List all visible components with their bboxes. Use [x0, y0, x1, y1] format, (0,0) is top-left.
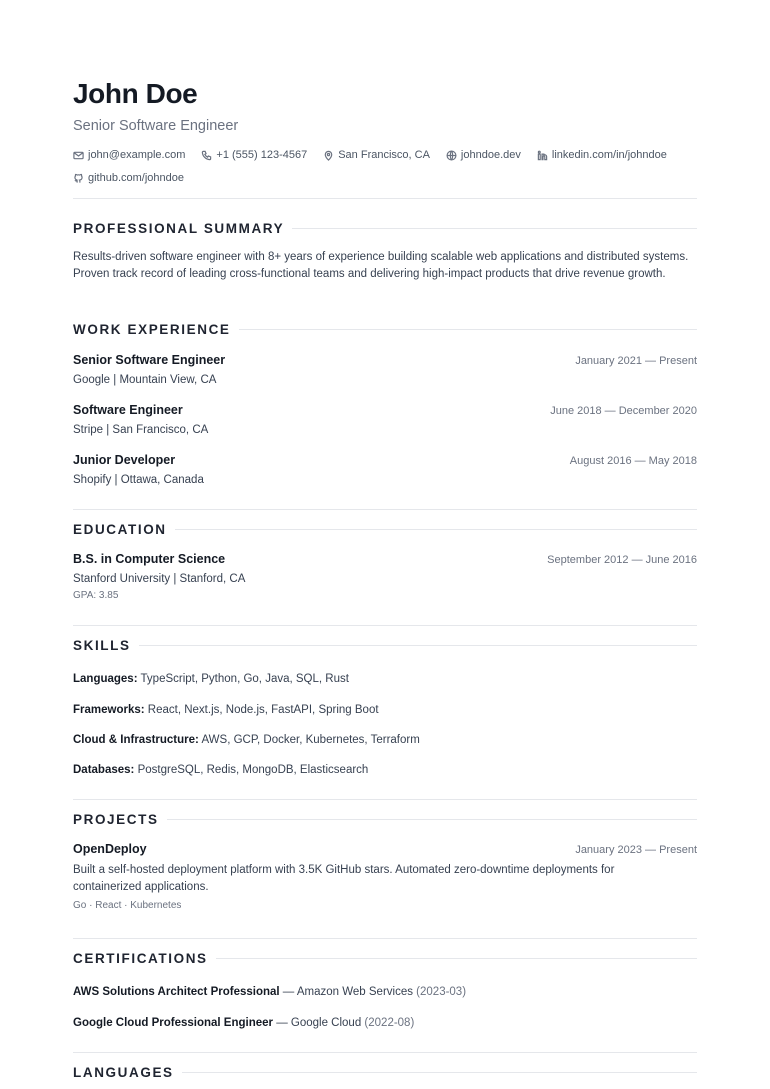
summary-text: Results-driven software engineer with 8+ years of experience building scalable web applications and distributed systems. Proven track record of leading cross-functional teams and delivering high-impact products that drive revenue growth. — [73, 251, 689, 280]
candidate-name: John Doe — [73, 78, 198, 109]
certification-name: AWS Solutions Architect Professional — [73, 986, 280, 998]
skill-label: Languages: — [73, 673, 138, 685]
skill-values: TypeScript, Python, Go, Java, SQL, Rust — [140, 673, 349, 685]
experience-item — [73, 451, 697, 489]
job-title: Software Engineer — [73, 403, 183, 417]
skill-line — [73, 762, 368, 778]
linkedin-icon — [537, 150, 548, 161]
job-company: Google | Mountain View, CA — [73, 374, 217, 386]
contact-website[interactable] — [446, 145, 521, 165]
experience-item — [73, 401, 697, 439]
github-icon — [73, 173, 84, 184]
contact-website-text: johndoe.dev — [460, 149, 521, 161]
job-company: Shopify | Ottawa, Canada — [73, 474, 204, 486]
project-name: OpenDeploy — [73, 842, 147, 856]
contact-location-text: San Francisco, CA — [338, 149, 430, 161]
projects-heading: PROJECTS — [73, 811, 159, 827]
certification-item — [73, 1015, 414, 1031]
certifications-section-heading — [73, 948, 697, 968]
contact-linkedin[interactable] — [537, 145, 667, 165]
contact-list — [73, 145, 697, 188]
job-dates: January 2021 — Present — [575, 355, 697, 367]
skill-label: Frameworks: — [73, 704, 145, 716]
skill-values: AWS, GCP, Docker, Kubernetes, Terraform — [201, 734, 420, 746]
skill-line — [73, 702, 379, 718]
project-dates: January 2023 — Present — [575, 844, 697, 856]
job-title: Senior Software Engineer — [73, 353, 226, 367]
summary-heading: PROFESSIONAL SUMMARY — [73, 220, 285, 236]
job-title: Junior Developer — [73, 453, 176, 467]
contact-github-text: github.com/johndoe — [88, 172, 185, 184]
skill-values: PostgreSQL, Redis, MongoDB, Elasticsearch — [137, 764, 369, 776]
contact-phone[interactable] — [201, 145, 307, 165]
job-dates: August 2016 — May 2018 — [569, 455, 697, 467]
skill-label: Cloud & Infrastructure: — [73, 734, 199, 746]
languages-section-heading — [73, 1062, 697, 1082]
certification-date: (2022-08) — [364, 1017, 415, 1029]
certification-issuer: — Amazon Web Services — [279, 986, 417, 998]
projects-section-heading — [73, 809, 697, 829]
education-section-heading — [73, 519, 697, 539]
skill-line — [73, 732, 420, 748]
header-divider — [73, 198, 697, 199]
contact-location — [323, 145, 430, 165]
section-divider — [216, 958, 697, 959]
summary-section-heading — [73, 218, 697, 238]
school-name: Stanford University | Stanford, CA — [73, 573, 246, 585]
project-description: Built a self-hosted deployment platform with 3.5K GitHub stars. Automated zero-downtime deployments for containerized applications. — [73, 864, 615, 893]
experience-heading: WORK EXPERIENCE — [73, 321, 231, 337]
section-divider — [175, 529, 697, 530]
skills-section-heading — [73, 635, 697, 655]
certification-issuer: — Google Cloud — [273, 1017, 365, 1029]
education-dates: September 2012 — June 2016 — [547, 554, 697, 566]
mail-icon — [73, 150, 84, 161]
contact-phone-text: +1 (555) 123-4567 — [216, 149, 308, 161]
section-divider — [239, 329, 697, 330]
contact-email-text: john@example.com — [88, 149, 186, 161]
section-divider — [139, 645, 697, 646]
experience-section-heading — [73, 319, 697, 339]
education-item — [73, 550, 697, 603]
gpa-text: GPA: 3.85 — [73, 590, 119, 601]
education-heading: EDUCATION — [73, 521, 167, 537]
candidate-title: Senior Software Engineer — [73, 118, 239, 134]
skill-values: React, Next.js, Node.js, FastAPI, Spring Boot — [147, 704, 379, 716]
skill-line — [73, 671, 349, 687]
phone-icon — [201, 150, 212, 161]
globe-icon — [446, 150, 457, 161]
section-rule — [73, 509, 697, 510]
certification-item — [73, 984, 466, 1000]
certification-date: (2023-03) — [416, 986, 467, 998]
degree-title: B.S. in Computer Science — [73, 552, 226, 566]
section-divider — [292, 228, 697, 229]
section-divider — [167, 819, 697, 820]
certification-name: Google Cloud Professional Engineer — [73, 1017, 273, 1029]
certifications-heading: CERTIFICATIONS — [73, 950, 208, 966]
section-rule — [73, 938, 697, 939]
section-rule — [73, 625, 697, 626]
section-rule — [73, 1052, 697, 1053]
contact-email[interactable] — [73, 145, 185, 165]
contact-github[interactable] — [73, 168, 184, 188]
location-pin-icon — [323, 150, 334, 161]
job-dates: June 2018 — December 2020 — [550, 405, 697, 417]
job-company: Stripe | San Francisco, CA — [73, 424, 209, 436]
skill-label: Databases: — [73, 764, 135, 776]
skills-heading: SKILLS — [73, 637, 131, 653]
experience-item — [73, 351, 697, 389]
section-divider — [182, 1072, 697, 1073]
project-tech: Go · React · Kubernetes — [73, 900, 182, 911]
contact-linkedin-text: linkedin.com/in/johndoe — [551, 149, 667, 161]
project-item — [73, 840, 697, 913]
section-rule — [73, 799, 697, 800]
languages-heading: LANGUAGES — [73, 1064, 174, 1080]
